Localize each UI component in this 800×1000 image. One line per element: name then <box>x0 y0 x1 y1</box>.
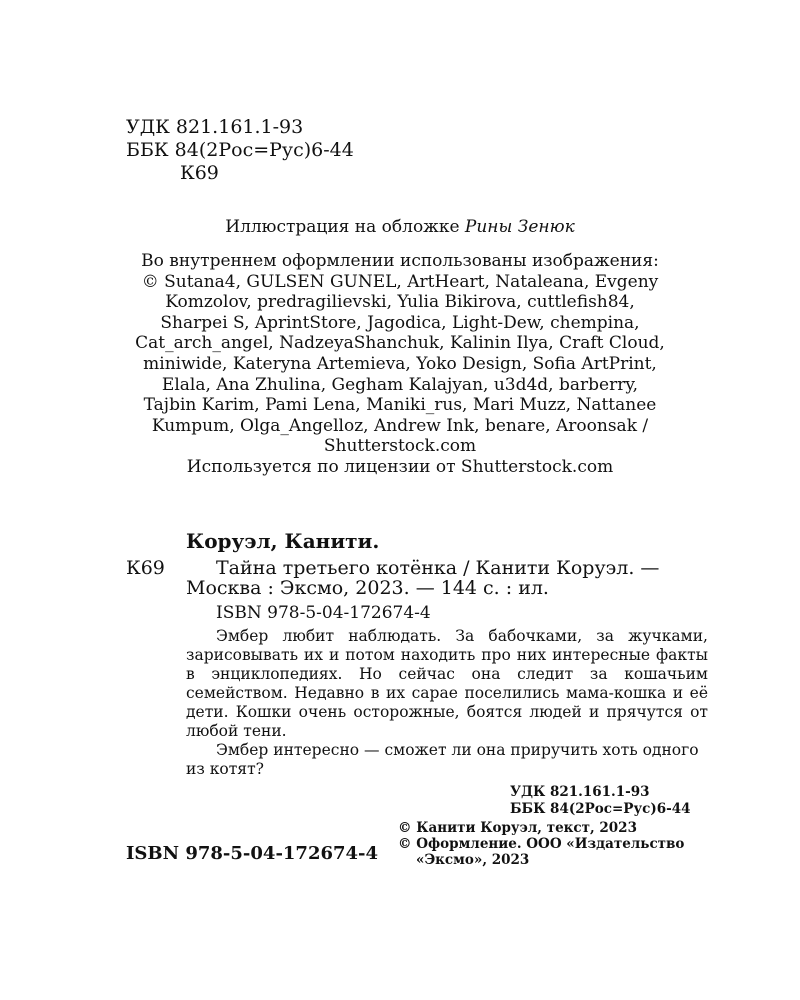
annotation-paragraph-2: Эмбер интересно — сможет ли она приручить хоть одного из котят? <box>186 741 699 778</box>
classification-small <box>510 784 691 818</box>
credit-line: Komzolov, predragilievski, Yulia Bikirova, cuttlefish84, <box>165 292 635 313</box>
credit-line: Shutterstock.com <box>323 436 477 457</box>
cover-credit-prefix: Иллюстрация на обложке <box>225 217 465 237</box>
classification-block <box>126 116 354 185</box>
credit-line: Elala, Ana Zhulina, Gegham Kalajyan, u3d4d, barberry, <box>161 374 639 395</box>
bbk-code-small: ББК 84(2Рос=Рус)6-44 <box>510 801 691 817</box>
annotation-paragraph-1: Эмбер любит наблюдать. За бабочками, за жучками, зарисовывать их и потом находить про них интересные факты в энциклопедиях. Но сейчас она следит за кошачьим семейством. Недавно в их сарае поселились мама-кошка и её дети. Кошки очень осторожные, боятся людей и прячутся от любой тени. <box>186 627 708 740</box>
credit-line: © Sutana4, GULSEN GUNEL, ArtHeart, Nataleana, Evgeny <box>141 271 659 292</box>
bbk-code: ББК 84(2Рос=Рус)6-44 <box>126 139 354 161</box>
annotation <box>186 627 708 779</box>
credit-line: miniwide, Kateryna Artemieva, Yoko Design, Sofia ArtPrint, <box>143 353 657 374</box>
credit-line: Cat_arch_angel, NadzeyaShanchuk, Kalinin Ilya, Craft Cloud, <box>135 333 665 354</box>
author-sign-record: К69 <box>126 557 165 579</box>
copyright-design-1: © Оформление. ООО «Издательство <box>398 836 685 852</box>
image-credits <box>0 251 800 478</box>
isbn-footer: ISBN 978-5-04-172674-4 <box>126 843 379 864</box>
cover-artist: Рины Зенюк <box>464 217 575 237</box>
udk-code: УДК 821.161.1-93 <box>126 116 304 138</box>
isbn-record: ISBN 978-5-04-172674-4 <box>216 603 431 623</box>
credit-line: Во внутреннем оформлении использованы изображения: <box>141 251 659 271</box>
license-line: Используется по лицензии от Shutterstock.com <box>186 456 614 477</box>
copyright-text: © Канити Коруэл, текст, 2023 <box>398 820 637 836</box>
author-sign: К69 <box>180 162 219 184</box>
copyright-design-2: «Эксмо», 2023 <box>416 852 530 868</box>
credit-line: Tajbin Karim, Pami Lena, Maniki_rus, Mari Muzz, Nattanee <box>143 395 657 416</box>
credit-line: Sharpei S, AprintStore, Jagodica, Light-Dew, chempina, <box>160 312 640 333</box>
udk-code-small: УДК 821.161.1-93 <box>510 784 650 800</box>
book-title-line-1: Тайна третьего котёнка / Канити Коруэл. — <box>216 557 660 579</box>
book-author: Коруэл, Канити. <box>186 529 380 553</box>
credit-line: Kumpum, Olga_Angelloz, Andrew Ink, benare, Aroonsak / <box>151 415 649 436</box>
copyright-block <box>398 820 684 868</box>
book-title-line-2: Москва : Эксмо, 2023. — 144 с. : ил. <box>186 577 549 599</box>
cover-credit <box>0 217 800 237</box>
